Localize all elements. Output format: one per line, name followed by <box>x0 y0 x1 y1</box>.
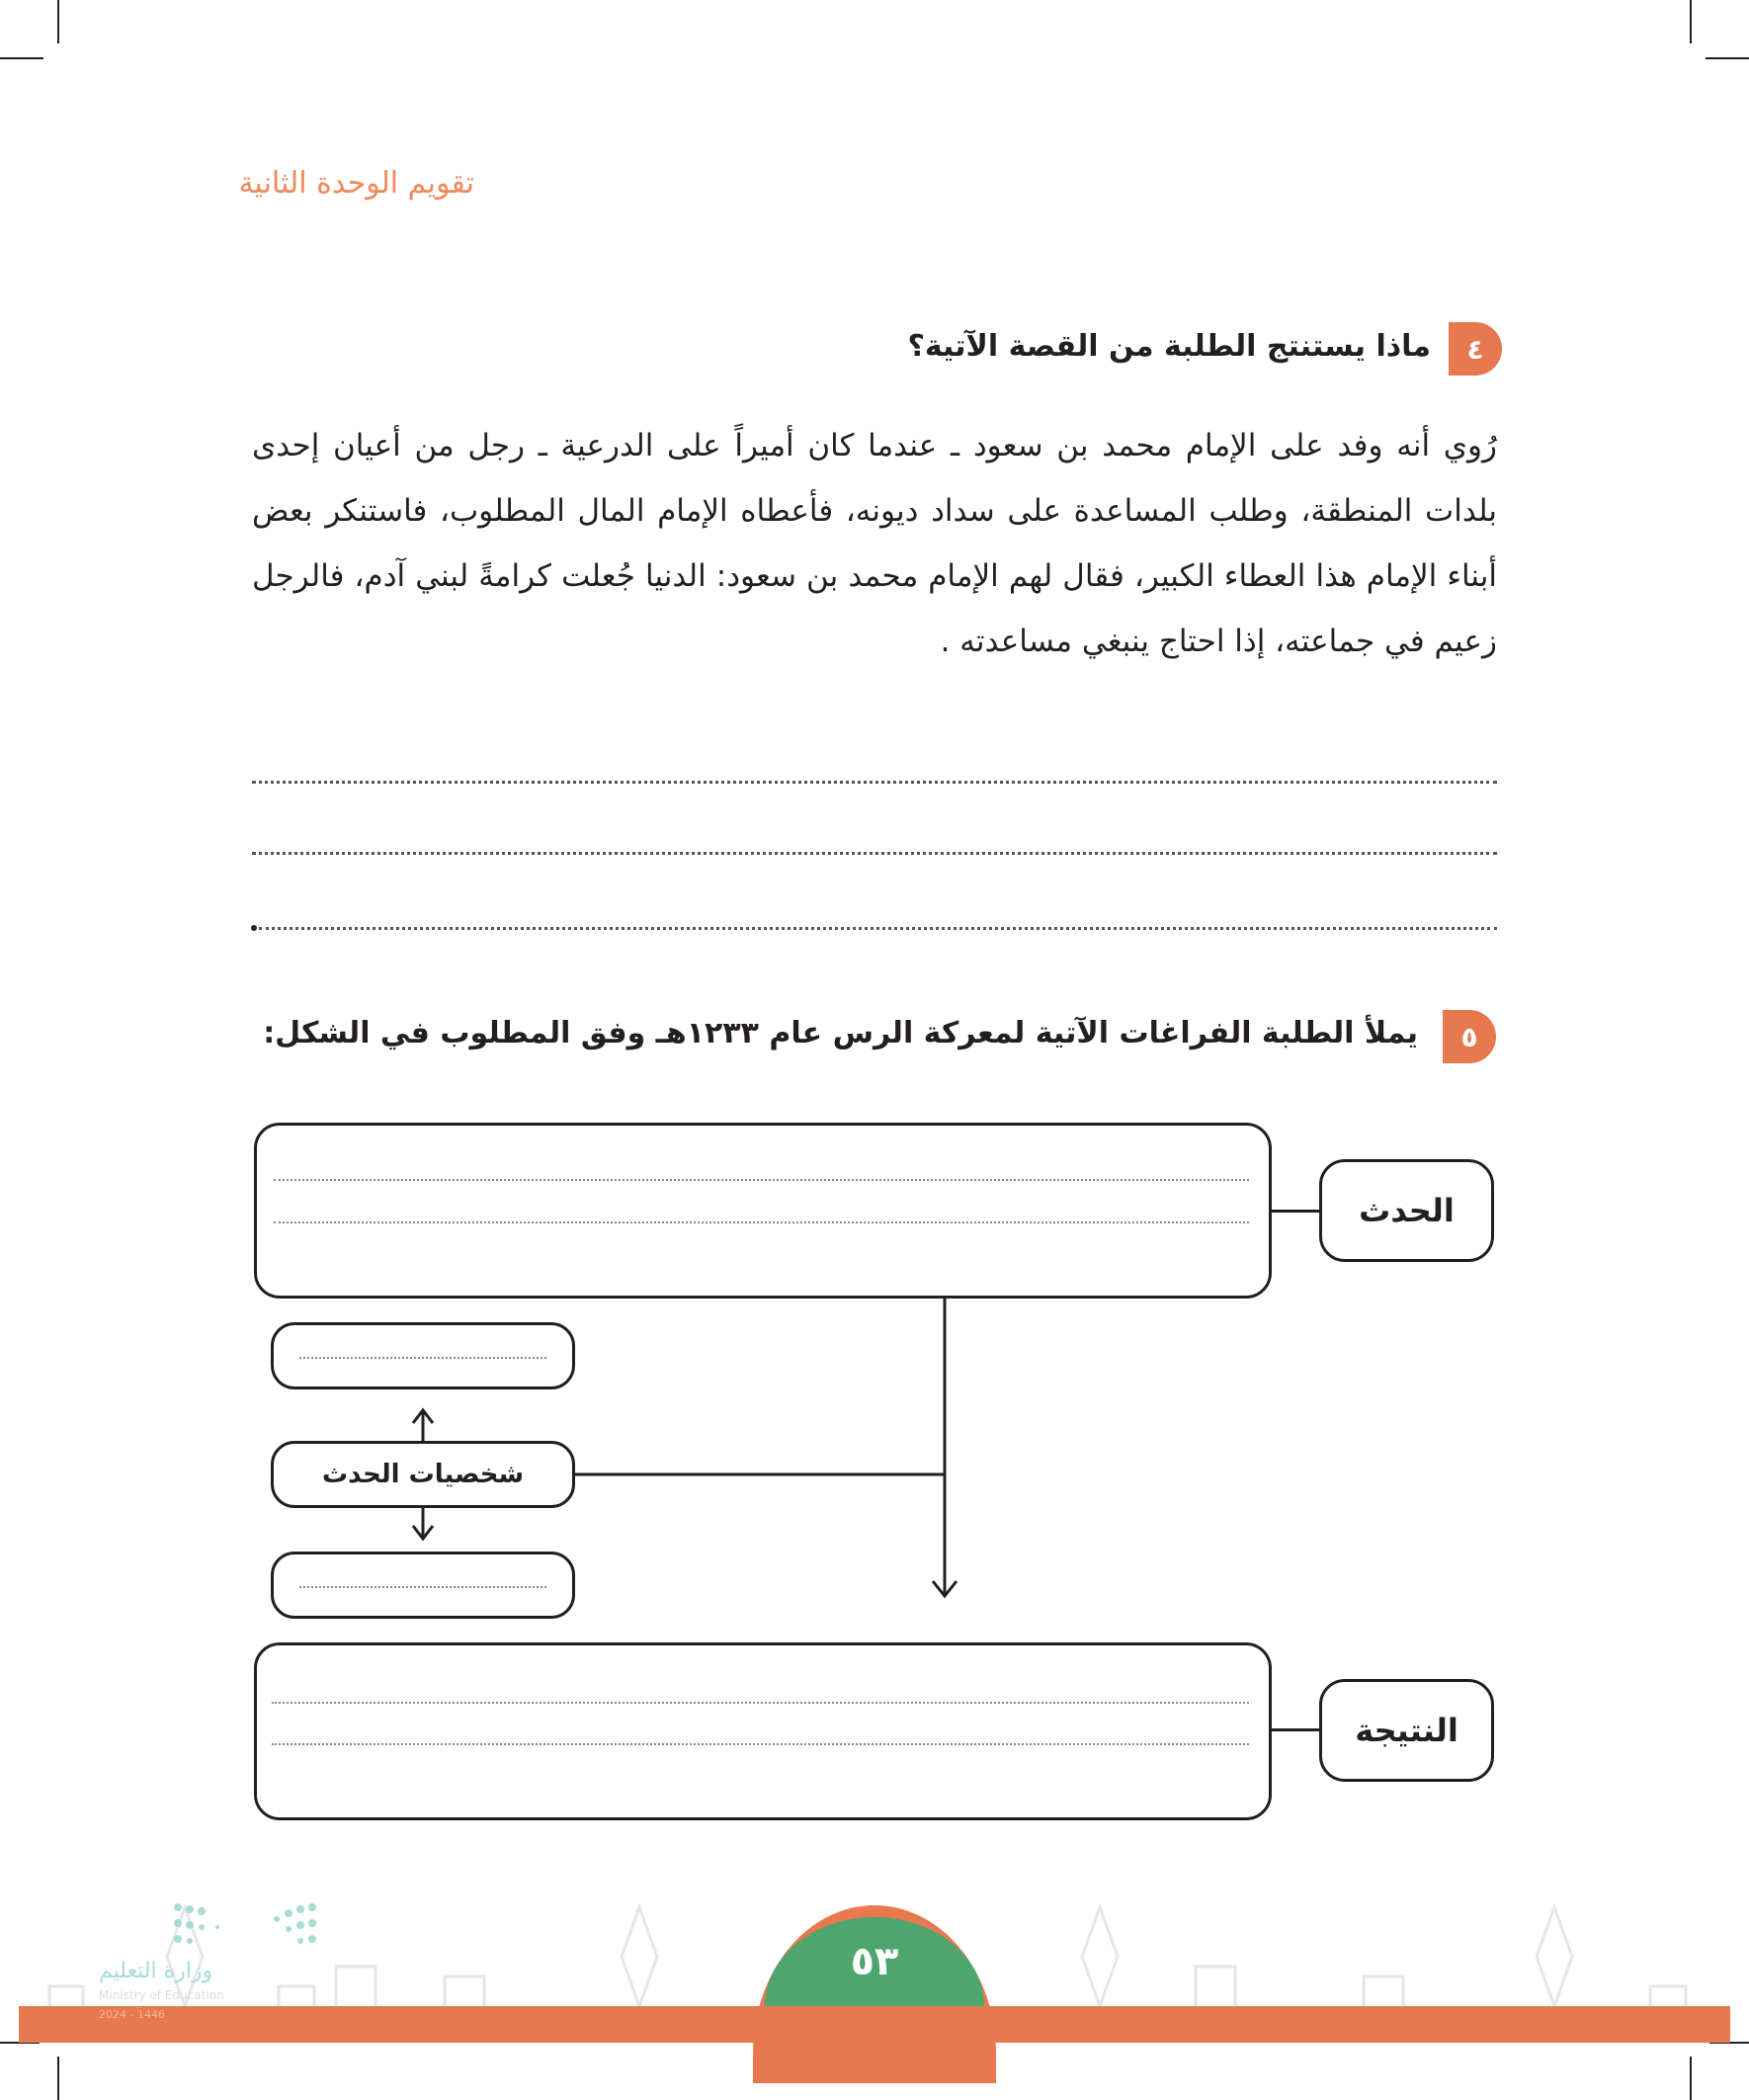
ministry-logo <box>99 1897 326 2036</box>
ministry-year: 2024 - 1446 <box>99 2008 165 2021</box>
connector <box>1272 1728 1319 1731</box>
page-number: ٥٣ <box>850 1939 899 1984</box>
unit-header: تقويم الوحدة الثانية <box>238 166 474 201</box>
question-5-title: يملأ الطلبة الفراغات الآتية لمعركة الرس عام ١٢٣٣هـ وفق المطلوب في الشكل: <box>263 1016 1418 1050</box>
ministry-name-arabic: وزارة التعليم <box>99 1959 213 1983</box>
answer-line[interactable] <box>272 1702 1249 1704</box>
answer-line[interactable] <box>272 1743 1249 1745</box>
result-label-box: النتيجة <box>1319 1679 1494 1782</box>
ministry-name-english: Ministry of Education <box>99 1988 224 2002</box>
story-paragraph: رُوي أنه وفد على الإمام محمد بن سعود ـ عندما كان أميراً على الدرعية ـ رجل من أعيان إحدى بلدات المنطقة، وطلب المساعدة على سداد ديونه، فأعطاه الإمام المال المطلوب، فاستنكر بعض أبناء الإمام هذا العطاء الكبير، فقال لهم الإمام محمد بن سعود: الدنيا جُعلت كرامةً لبني آدم، فالرجل زعيم في جماعته، إذا احتاج ينبغي مساعدته . <box>252 428 1497 659</box>
event-label-box: الحدث <box>1319 1159 1494 1262</box>
question-4-number: ٤ <box>1449 322 1502 376</box>
result-answer-box[interactable] <box>254 1642 1272 1820</box>
question-4-title: ماذا يستنتج الطلبة من القصة الآتية؟ <box>907 329 1431 364</box>
ministry-logo-dots-icon <box>168 1897 326 1957</box>
question-5-number: ٥ <box>1443 1010 1496 1063</box>
characters-label-box: شخصيات الحدث <box>271 1441 575 1508</box>
